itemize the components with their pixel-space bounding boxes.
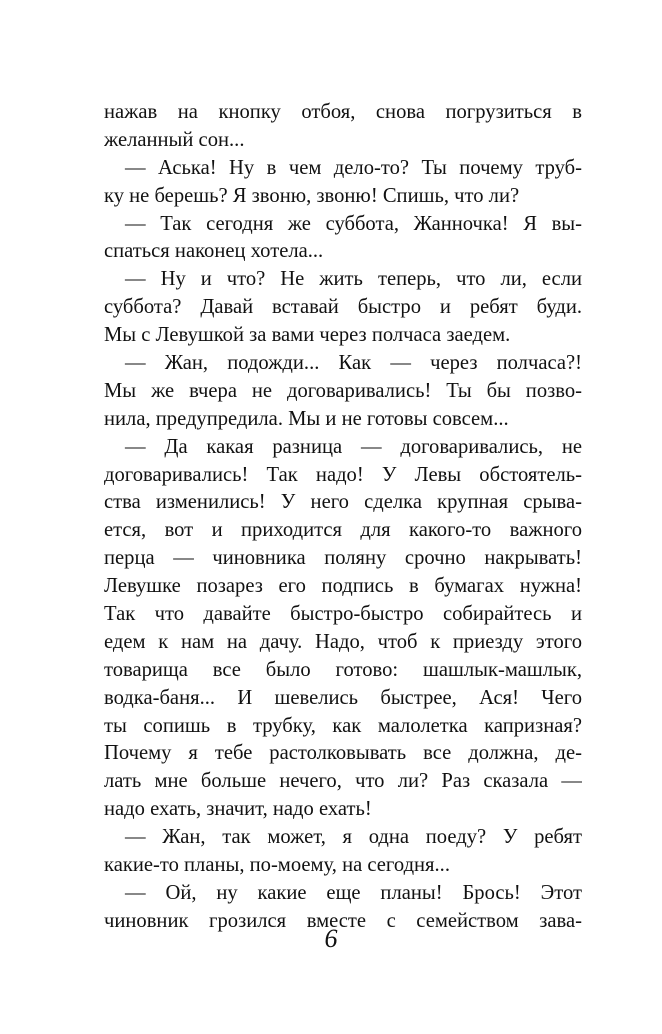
text-line: ется, вот и приходится для какого-то важного (104, 519, 582, 542)
text-line: желанный сон... (104, 128, 245, 151)
text-line: — Жан, подожди... Как — через полчаса?! (125, 352, 582, 375)
page-number: 6 (324, 924, 338, 953)
text-line: перца — чиновника поляну срочно накрывать! (104, 547, 582, 570)
text-line: ты сопишь в трубку, как малолетка капризная? (104, 714, 582, 737)
text-line: ку не берешь? Я звоню, звоню! Спишь, что ли? (104, 184, 520, 207)
text-line: нажав на кнопку отбоя, снова погрузиться в (104, 101, 582, 123)
text-line: Мы с Левушкой за вами через полчаса заедем. (104, 324, 511, 347)
text-line: Так что давайте быстро-быстро собирайтесь и (104, 603, 582, 626)
text-line: надо ехать, значит, надо ехать! (104, 798, 372, 821)
text-line: какие-то планы, по-моему, на сегодня... (104, 854, 450, 877)
text-line: спаться наконец хотела... (104, 240, 324, 263)
text-line: — Жан, так может, я одна поеду? У ребят (125, 826, 582, 849)
text-line: водка-баня... И шевелись быстрее, Ася! Чего (104, 686, 582, 709)
text-line: — Ну и что? Не жить теперь, что ли, если (125, 268, 582, 291)
text-line: нила, предупредила. Мы и не готовы совсем... (104, 407, 509, 430)
text-line: едем к нам на дачу. Надо, чтоб к приезду этого (104, 630, 582, 653)
text-line: договаривались! Так надо! У Левы обстоятель- (104, 463, 582, 486)
text-line: Почему я тебе растолковывать все должна, де- (104, 742, 582, 765)
text-line: — Да какая разница — договаривались, не (125, 435, 582, 458)
text-line: товарища все было готово: шашлык-машлык, (104, 658, 582, 681)
text-line: — Ой, ну какие еще планы! Брось! Этот (125, 881, 582, 904)
text-line: лать мне больше нечего, что ли? Раз сказала — (104, 770, 582, 793)
text-line: — Аська! Ну в чем дело-то? Ты почему труб- (125, 156, 582, 179)
text-line: чиновник грозился вместе с семейством зава- (104, 909, 582, 932)
page-text (104, 99, 582, 936)
text-line: ства изменились! У него сделка крупная срыва- (104, 491, 582, 514)
text-line: Левушке позарез его подпись в бумагах нужна! (104, 575, 582, 598)
text-line: суббота? Давай вставай быстро и ребят буди. (104, 296, 582, 319)
text-line: Мы же вчера не договаривались! Ты бы позво- (104, 379, 582, 402)
text-line: — Так сегодня же суббота, Жанночка! Я вы- (125, 212, 582, 235)
